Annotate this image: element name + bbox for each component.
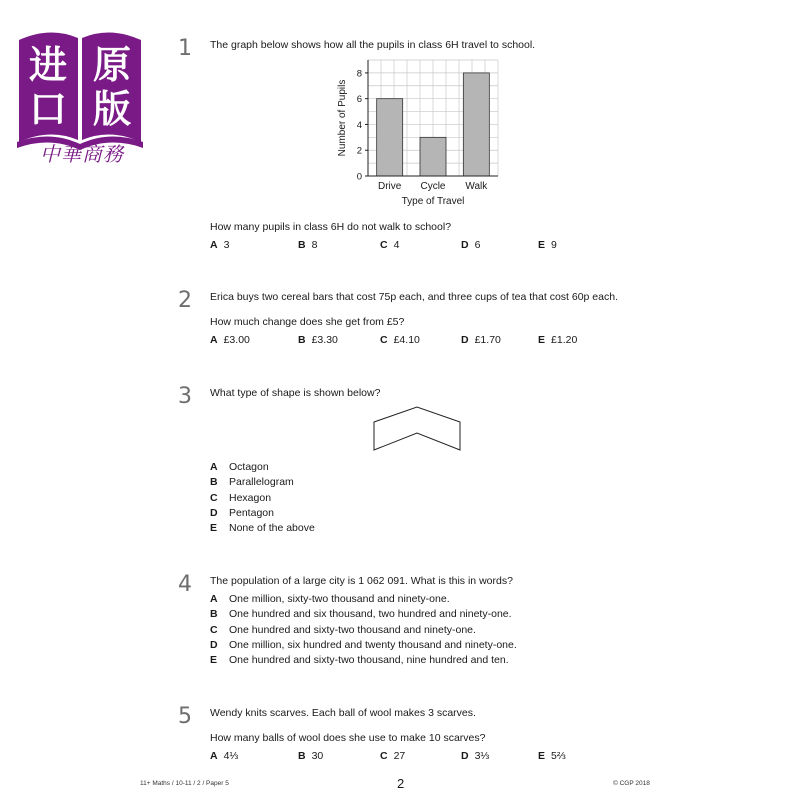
- question-3-option-b[interactable]: [210, 476, 315, 491]
- option-letter: A: [210, 750, 218, 762]
- question-1-option-c[interactable]: [380, 239, 399, 251]
- option-letter: E: [538, 334, 546, 346]
- option-value: 6: [474, 239, 481, 251]
- question-1-number: 1: [178, 36, 192, 61]
- question-4-option-b[interactable]: [210, 608, 517, 623]
- option-value: One million, sixty-two thousand and ninety-one.: [229, 593, 450, 605]
- option-value: 5⅔: [551, 750, 566, 762]
- question-2-option-c[interactable]: [380, 334, 420, 346]
- logo-char-3: 口: [28, 87, 68, 131]
- logo-char-1: 进: [28, 43, 68, 87]
- question-4-option-d[interactable]: [210, 639, 517, 654]
- y-tick-label: 2: [356, 145, 362, 157]
- option-value: One hundred and sixty-two thousand and ninety-one.: [229, 623, 476, 636]
- question-3-options: [210, 461, 315, 537]
- question-5-option-b[interactable]: [298, 750, 323, 762]
- option-letter: A: [210, 334, 218, 346]
- option-letter: D: [461, 239, 469, 251]
- logo-char-2: 原: [92, 43, 132, 87]
- option-letter: A: [210, 593, 218, 605]
- logo-subtitle: 中華商務: [40, 142, 124, 166]
- option-letter: E: [538, 750, 546, 762]
- option-value: £1.70: [474, 334, 501, 346]
- question-5-option-c[interactable]: [380, 750, 405, 762]
- x-tick-label: Drive: [377, 181, 402, 192]
- question-5-option-e[interactable]: [538, 750, 566, 762]
- option-letter: B: [210, 476, 218, 489]
- y-tick-label: 8: [356, 68, 362, 80]
- question-4-option-a[interactable]: [210, 593, 517, 608]
- bar-cycle: [420, 137, 446, 176]
- question-5-option-d[interactable]: [461, 750, 489, 762]
- option-letter: D: [461, 750, 469, 762]
- option-letter: A: [210, 239, 218, 251]
- question-4-options: [210, 593, 517, 669]
- y-axis-label: Number of Pupils: [337, 79, 348, 157]
- bar-drive: [377, 99, 403, 176]
- option-value: Hexagon: [229, 491, 272, 504]
- option-value: 4⅓: [223, 750, 239, 762]
- question-4-number: 4: [178, 572, 192, 597]
- y-tick-label: 6: [356, 94, 362, 106]
- option-value: 3⅓: [474, 750, 490, 762]
- option-value: 4: [393, 239, 400, 251]
- option-letter: B: [298, 750, 306, 762]
- question-3-text: What type of shape is shown below?: [210, 387, 381, 399]
- option-value: 30: [311, 750, 324, 762]
- option-letter: E: [538, 239, 546, 251]
- question-2-text: Erica buys two cereal bars that cost 75p each, and three cups of tea that cost 60p each.: [210, 291, 618, 303]
- option-letter: E: [210, 522, 218, 535]
- option-value: £3.30: [311, 334, 338, 346]
- option-value: None of the above: [229, 522, 315, 535]
- option-value: Parallelogram: [229, 476, 294, 489]
- question-3-option-e[interactable]: [210, 522, 315, 537]
- option-value: One hundred and sixty-two thousand, nine hundred and ten.: [229, 654, 509, 667]
- option-letter: B: [298, 334, 306, 346]
- question-4-text: The population of a large city is 1 062 091. What is this in words?: [210, 575, 513, 587]
- option-letter: C: [380, 750, 388, 762]
- x-axis-label: Type of Travel: [401, 196, 465, 207]
- bar-walk: [463, 73, 489, 176]
- footer-paper-label: 11+ Maths / 10-11 / 2 / Paper 5: [140, 780, 229, 787]
- question-1-subtext: How many pupils in class 6H do not walk to school?: [210, 221, 452, 233]
- question-2-option-a[interactable]: [210, 334, 250, 346]
- question-2-option-e[interactable]: [538, 334, 577, 346]
- option-letter: B: [298, 239, 306, 251]
- question-5-text: Wendy knits scarves. Each ball of wool makes 3 scarves.: [210, 707, 476, 719]
- option-letter: C: [210, 491, 218, 504]
- question-1-option-a[interactable]: [210, 239, 229, 251]
- option-value: 9: [551, 239, 557, 251]
- y-tick-label: 4: [356, 119, 362, 131]
- option-value: 8: [311, 239, 318, 251]
- question-3-option-a[interactable]: [210, 461, 315, 476]
- question-2-option-b[interactable]: [298, 334, 338, 346]
- footer-copyright: © CGP 2018: [613, 780, 650, 787]
- question-2-number: 2: [178, 288, 192, 313]
- question-3-option-c[interactable]: [210, 492, 315, 507]
- option-value: £4.10: [393, 334, 420, 346]
- x-tick-label: Cycle: [420, 181, 446, 192]
- travel-bar-chart: [330, 58, 500, 210]
- question-3-number: 3: [178, 384, 192, 409]
- question-1-option-e[interactable]: [538, 239, 557, 251]
- option-letter: D: [461, 334, 469, 346]
- question-4-option-e[interactable]: [210, 654, 517, 669]
- question-4-option-c[interactable]: [210, 624, 517, 639]
- question-2-option-d[interactable]: [461, 334, 501, 346]
- question-3-option-d[interactable]: [210, 507, 315, 522]
- question-1-option-d[interactable]: [461, 239, 480, 251]
- option-value: One hundred and six thousand, two hundred and ninety-one.: [229, 608, 512, 621]
- option-value: £1.20: [551, 334, 578, 346]
- question-2-subtext: How much change does she get from £5?: [210, 316, 405, 328]
- option-letter: E: [210, 654, 218, 667]
- option-value: 3: [223, 239, 230, 251]
- option-value: Pentagon: [229, 506, 274, 519]
- question-5-number: 5: [178, 704, 192, 729]
- option-value: 27: [393, 750, 406, 762]
- question-1-option-b[interactable]: [298, 239, 317, 251]
- logo-char-4: 版: [92, 87, 132, 131]
- option-letter: C: [380, 239, 388, 251]
- option-letter: B: [210, 608, 218, 621]
- page-number: 2: [397, 776, 405, 791]
- question-1-text: The graph below shows how all the pupils in class 6H travel to school.: [210, 39, 536, 51]
- question-5-option-a[interactable]: [210, 750, 238, 762]
- option-letter: C: [210, 623, 218, 636]
- option-letter: D: [210, 638, 218, 651]
- option-value: Octagon: [229, 461, 269, 473]
- option-letter: D: [210, 506, 218, 519]
- y-tick-label: 0: [356, 171, 362, 183]
- chevron-shape-figure: [372, 406, 462, 452]
- option-letter: A: [210, 461, 218, 473]
- option-value: One million, six hundred and twenty thousand and ninety-one.: [229, 638, 517, 651]
- question-5-subtext: How many balls of wool does she use to make 10 scarves?: [210, 732, 486, 744]
- option-value: £3.00: [223, 334, 250, 346]
- x-tick-label: Walk: [465, 181, 488, 192]
- option-letter: C: [380, 334, 388, 346]
